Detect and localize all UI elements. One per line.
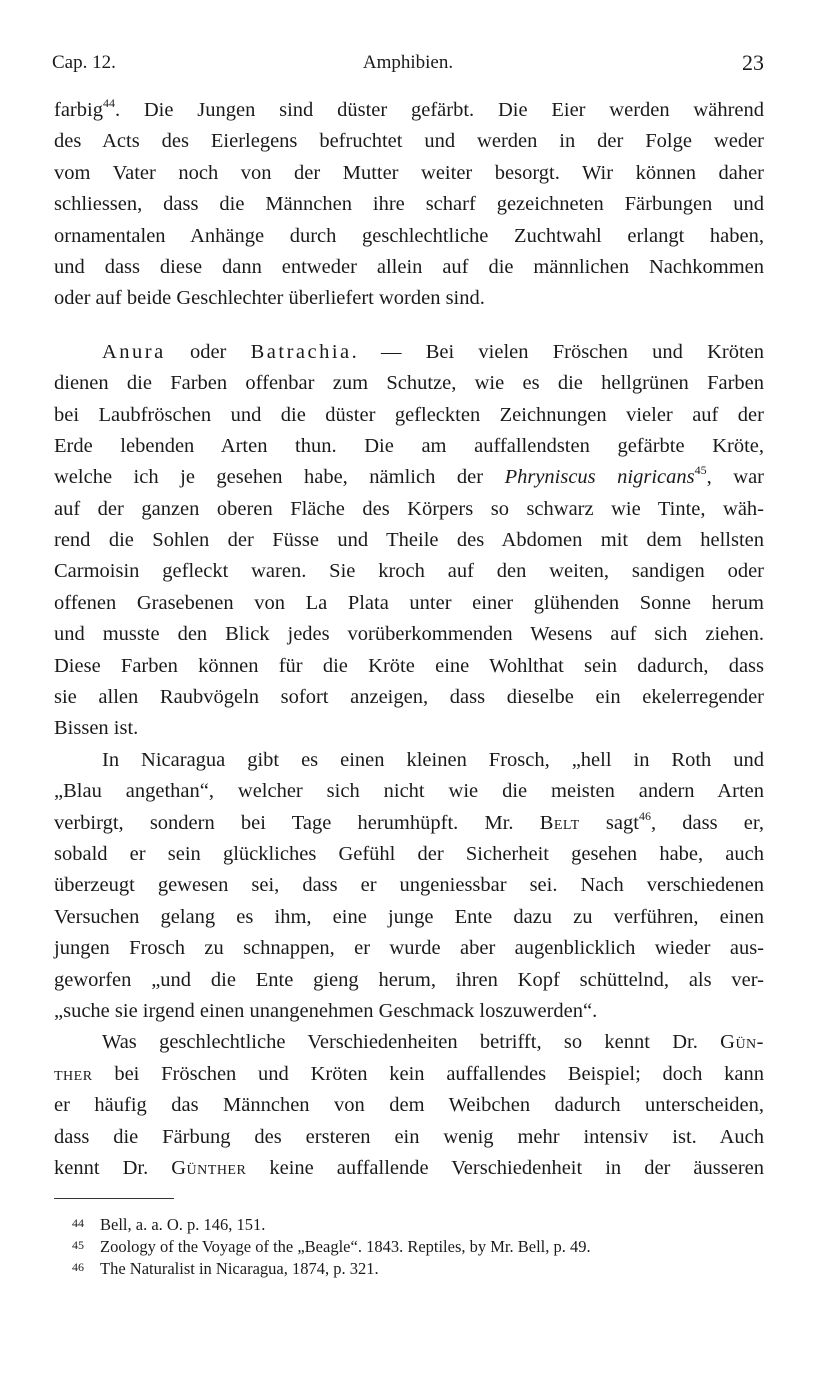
- text-line: Diese Farben können für die Kröte eine Wohlthat sein dadurch, dass: [54, 654, 764, 677]
- text-line: [54, 95, 764, 126]
- text-line: geworfen „und die Ente gieng herum, ihren Kopf schüttelnd, als ver-: [54, 968, 764, 991]
- footnote-text: The Naturalist in Nicaragua, 1874, p. 321.: [100, 1259, 379, 1278]
- text-span: oder: [165, 340, 251, 363]
- text-span: . — Bei vielen Fröschen und Kröten: [351, 340, 764, 363]
- footnote-ref: 44: [102, 96, 115, 110]
- paragraph-2: [54, 337, 764, 745]
- text-line: „suche sie irgend einen unangenehmen Geschmack loszuwerden“.: [54, 999, 598, 1022]
- text-line: Bissen ist.: [54, 717, 139, 740]
- text-line: „Blau angethan“, welcher sich nicht wie die meisten andern Arten: [54, 780, 764, 803]
- text-span: farbig: [54, 99, 103, 121]
- text-line: [54, 1153, 764, 1184]
- running-title: Amphibien.: [362, 52, 454, 73]
- author-name: ther: [54, 1062, 93, 1085]
- text-line: vom Vater noch von der Mutter weiter besorgt. Wir können daher: [54, 161, 764, 184]
- species-name: Phryniscus nigricans: [504, 466, 695, 489]
- text-span: kennt Dr.: [54, 1156, 172, 1179]
- footnote-mark: 46: [72, 1260, 84, 1274]
- section-term: Batrachia: [250, 340, 352, 363]
- text-line: jungen Frosch zu schnappen, er wurde aber augenblicklich wieder aus-: [54, 937, 764, 960]
- paragraph-4: [54, 1027, 764, 1184]
- text-line: er häufig das Männchen von dem Weibchen dadurch unterscheiden,: [54, 1094, 764, 1117]
- text-line: und dass diese dann entweder allein auf die männlichen Nachkommen: [54, 255, 764, 278]
- author-name: Belt: [539, 811, 580, 834]
- text-line: [54, 1027, 764, 1058]
- footnote: [72, 1234, 772, 1256]
- text-line: [54, 1059, 764, 1090]
- paragraph-3: [54, 745, 764, 1028]
- text-line: des Acts des Eierlegens befruchtet und werden in der Folge weder: [54, 130, 764, 153]
- footnote-ref: 46: [638, 808, 651, 823]
- text-line: [54, 462, 764, 493]
- text-line: bei Laubfröschen und die düster gefleckten Zeichnungen vieler auf der: [54, 403, 764, 426]
- text-span: , war: [706, 466, 764, 489]
- text-span: keine auffallende Verschiedenheit in der äusseren: [246, 1156, 764, 1179]
- page-number: 23: [742, 50, 764, 75]
- text-span: verbirgt, sondern bei Tage herumhüpft. Mr.: [54, 811, 540, 834]
- text-line: sie allen Raubvögeln sofort anzeigen, dass dieselbe ein ekelerregender: [54, 686, 764, 709]
- text-line: [54, 808, 764, 839]
- footnote-mark: 44: [72, 1216, 84, 1230]
- text-line: Carmoisin gefleckt waren. Sie kroch auf den weiten, sandigen oder: [54, 560, 764, 583]
- text-line: Versuchen gelang es ihm, eine junge Ente dazu zu verführen, einen: [54, 905, 764, 928]
- text-span: , dass er,: [650, 811, 764, 834]
- chapter-label: Cap. 12.: [52, 52, 116, 73]
- body-text: [54, 95, 764, 1184]
- text-line: Erde lebenden Arten thun. Die am auffallendsten gefärbte Kröte,: [54, 434, 764, 457]
- footnotes: [72, 1212, 772, 1278]
- text-line: sobald er sein glückliches Gefühl der Sicherheit gesehen habe, auch: [54, 842, 764, 865]
- text-line: und musste den Blick jedes vorüberkommenden Wesens auf sich ziehen.: [54, 623, 764, 646]
- author-name: Gün-: [720, 1031, 764, 1054]
- text-line: auf der ganzen oberen Fläche des Körpers so schwarz wie Tinte, wäh-: [54, 497, 764, 520]
- section-term: Anura: [102, 340, 166, 363]
- text-span: bei Fröschen und Kröten kein auffallendes Beispiel; doch kann: [92, 1062, 764, 1085]
- footnote-text: Zoology of the Voyage of the „Beagle“. 1843. Reptiles, by Mr. Bell, p. 49.: [100, 1237, 591, 1256]
- text-span: Was geschlechtliche Verschiedenheiten betrifft, so kennt Dr.: [102, 1031, 721, 1054]
- text-span: sagt: [579, 811, 639, 834]
- running-header: [52, 52, 764, 82]
- text-span: welche ich je gesehen habe, nämlich der: [54, 466, 505, 489]
- text-line: In Nicaragua gibt es einen kleinen Frosch, „hell in Roth und: [102, 748, 764, 771]
- text-line: überzeugt gewesen sei, dass er ungeniessbar sei. Nach verschiedenen: [54, 874, 764, 897]
- footnote-ref: 45: [694, 463, 707, 478]
- text-line: dienen die Farben offenbar zum Schutze, wie es die hellgrünen Farben: [54, 372, 764, 395]
- text-line: offenen Grasebenen von La Plata unter einer glühenden Sonne herum: [54, 591, 764, 614]
- text-line: rend die Sohlen der Füsse und Theile des Abdomen mit dem hellsten: [54, 529, 764, 552]
- footnote-rule: [54, 1198, 174, 1199]
- footnote-mark: 45: [72, 1238, 84, 1252]
- text-line: oder auf beide Geschlechter überliefert worden sind.: [54, 287, 485, 310]
- paragraph-1: [54, 95, 764, 315]
- text-line: schliessen, dass die Männchen ihre scharf gezeichneten Färbungen und: [54, 193, 764, 216]
- text-line: ornamentalen Anhänge durch geschlechtliche Zuchtwahl erlangt haben,: [54, 224, 764, 247]
- footnote: [72, 1256, 772, 1278]
- text-span: . Die Jungen sind düster gefärbt. Die Eier werden während: [114, 99, 764, 121]
- footnote-text: Bell, a. a. O. p. 146, 151.: [100, 1215, 266, 1234]
- text-line: [54, 337, 764, 368]
- author-name: Günther: [171, 1156, 247, 1179]
- footnote: [72, 1212, 772, 1234]
- text-line: dass die Färbung des ersteren ein wenig mehr intensiv ist. Auch: [54, 1125, 764, 1148]
